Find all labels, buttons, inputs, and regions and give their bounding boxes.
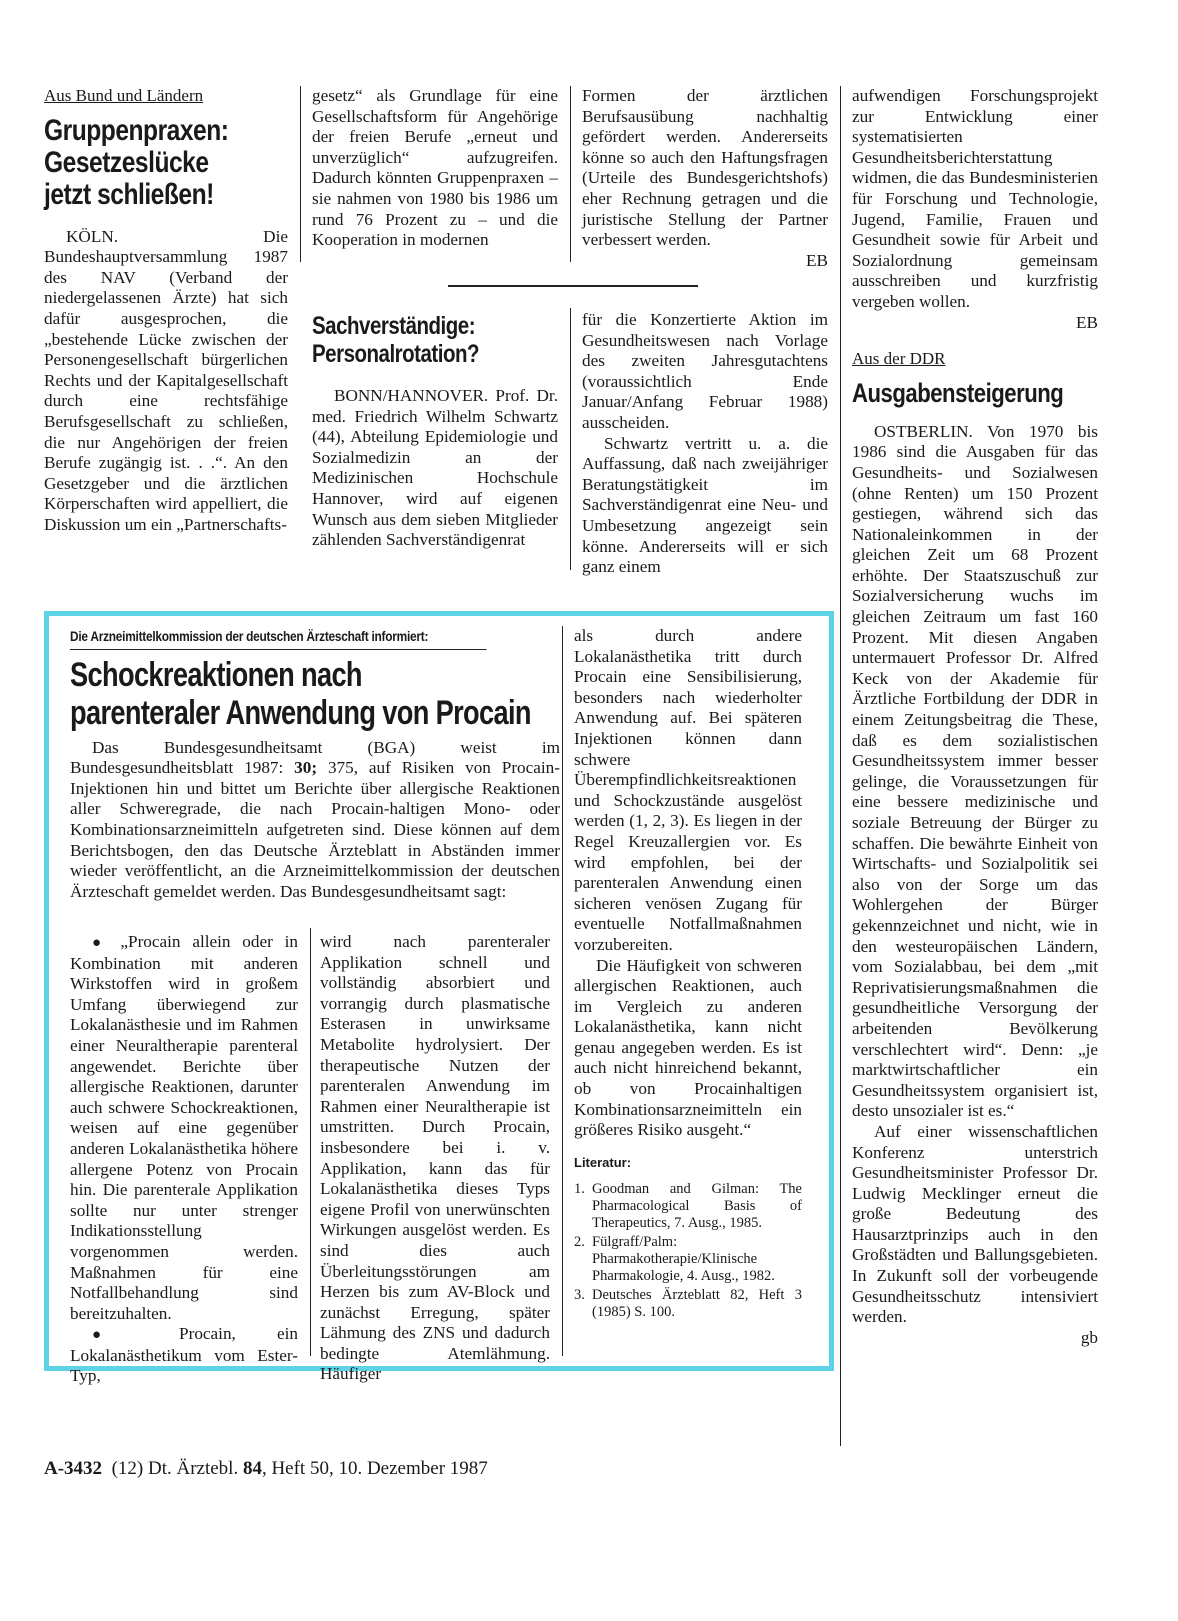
- box-col-right: [574, 626, 802, 1323]
- article-gruppenpraxen-cont: [312, 86, 558, 251]
- article-body-para: Auf einer wissenschaftlichen Konferenz unterstrich Gesundheitsminister Professor Dr. Ludwig Mecklinger erneut die große Bedeutung des Hausarztprinzips auch in den Großstädten und Ballungsgebieten. In Zukunft soll der vorbeugende Gesundheitsschutz intensiviert werden.: [852, 1121, 1098, 1327]
- article-sachverstaendige-cont: [582, 310, 828, 578]
- box-intro: Das Bundesgesundheitsamt (BGA) weist im Bundesgesundheitsblatt 1987: 30; 375, auf Risiken von Procain-Injektionen hin und bittet um Berichte über allergische Reaktionen aller Schweregrade, die nach Procain-haltigen Mono- oder Kombinationsarzneimitteln aufgetreten sind. Diese können auf dem Berichtsbogen, den das Deutsche Ärzteblatt in Abständen immer wieder veröffentlicht, an die Arzneimittelkommission der deutschen Ärzteschaft gemeldet werden. Das Bundesgesundheitsamt sagt:: [70, 737, 560, 901]
- literature-item: 2. Fülgraff/Palm: Pharmakotherapie/Klinische Pharmakologie, 4. Ausg., 1982.: [574, 1234, 775, 1285]
- column-divider: [840, 86, 841, 1446]
- literature-list: [574, 1181, 802, 1321]
- article-gruppenpraxen-end: [582, 86, 828, 271]
- box-title-line-1: Schockreaktionen nach: [70, 655, 362, 694]
- headline-line-2: Gesetzeslücke: [44, 145, 209, 179]
- article-body-cont: gesetz“ als Grundlage für eine Gesellschaftsform für Angehörige der freien Berufe „erneut und unverzüglich“ aufzugreifen. Dadurch könnten Gruppenpraxen – sie nahmen von 1980 bis 1986 um rund 76 Prozent zu – und die Kooperation in modernen: [312, 86, 558, 250]
- article-ddr: [852, 86, 1098, 1348]
- headline-line-3: jetzt schließen!: [44, 177, 214, 211]
- column-divider: [300, 86, 301, 262]
- author-signature: EB: [806, 250, 828, 270]
- column-divider: [310, 928, 311, 1356]
- article-body-para: Schwartz vertritt u. a. die Auffassung, daß nach zweijähriger Beratungstätigkeit im Sachverständigenrat eine Neu- und Umbesetzung angezeigt sein könne. Andererseits will er sich ganz einem: [582, 433, 828, 577]
- literature-heading: Literatur:: [574, 1154, 632, 1170]
- headline-line-1: Sachverständige:: [312, 312, 476, 340]
- box-title-line-2: parenteraler Anwendung von Procain: [70, 693, 531, 732]
- literature-item: 3. Deutsches Ärzteblatt 82, Heft 3 (1985) S. 100.: [574, 1287, 802, 1321]
- article-body: BONN/HANNOVER. Prof. Dr. med. Friedrich Wilhelm Schwartz (44), Abteilung Epidemiologie und Sozialmedizin an der Medizinischen Hochschule Hannover, wird auf eigenen Wunsch aus dem sieben Mitglieder zählenden Sachverständigenrat: [312, 386, 558, 550]
- article-gruppenpraxen: [44, 86, 288, 536]
- bullet-paragraph: ● Procain, ein Lokalanästhetikum vom Ester-Typ,: [70, 1324, 298, 1386]
- article-body: OSTBERLIN. Von 1970 bis 1986 sind die Ausgaben für das Gesundheits- und Sozialwesen (ohne Renten) um 150 Prozent gestiegen, während sich das Nationaleinkommen in der gleichen Zeit um 68 Prozent erhöhte. Der Staatszuschuß zur Sozialversicherung wuchs im gleichen Zeitraum um fast 160 Prozent. Mit diesen Angaben untermauert Professor Dr. Alfred Keck von der Akademie für Ärztliche Fortbildung der DDR in einem Zeitungsbeitrag die These, daß es dem sozialistischen Gesundheitssystem immer besser gelinge, die Voraussetzungen für eine bessere medizinische und soziale Betreuung der Bürger zu schaffen. Die bewährte Einheit von Wirtschafts- und Sozialpolitik sei also von der Sorge um das Wohlergehen der Bürger gekennzeichnet und nicht, wie in den westeuropäischen Ländern, vom Sozialabbau, bei dem „mit Reprivatisierungsmaßnahmen die gesundheitliche Versorgung der arbeitenden Bevölkerung verschlechtert wird“. Denn: „je marktwirtschaftlicher ein Gesundheitssystem organisiert ist, desto unsozialer ist es.“: [852, 421, 1098, 1121]
- headline-line-2: Personalrotation?: [312, 340, 480, 368]
- bullet-icon: ●: [92, 1327, 138, 1344]
- box-body-right-para: Die Häufigkeit von schweren allergischen Reaktionen, auch im Vergleich zu anderen Lokalanästhetika, kann nicht genau angegeben werden. Es ist auch nicht hinreichend bekannt, ob von Procainhaltigen Kombinationsarzneimitteln ein größeres Risiko ausgeht.“: [574, 955, 802, 1140]
- page-footer: A-3432 (12) Dt. Ärztebl. 84, Heft 50, 10. Dezember 1987: [44, 1458, 488, 1479]
- box-body-cont: wird nach parenteraler Applikation schnell und vollständig absorbiert und vorrangig durch plasmatische Esterasen in unwirksame Metabolite hydrolysiert. Der therapeutische Nutzen der parenteralen Anwendung im Rahmen einer Neuraltherapie ist umstritten. Durch Procain, insbesondere bei i. v. Applikation, kann das für Lokalanästhetika dieses Typs eigene Profil von unerwünschten Wirkungen ausgelöst werden. Es sind dies auch Überleitungsstörungen am Herzen bis zum AV-Block und zunächst Erregung, später Lähmung des ZNS und dadurch bedingte Atemlähmung. Häufiger: [320, 932, 550, 1384]
- bullet-icon: ●: [92, 935, 109, 951]
- article-sachverstaendige: [312, 312, 558, 551]
- box-col-left: [70, 932, 298, 1387]
- bullet-paragraph: ● „Procain allein oder in Kombination mit anderen Wirkstoffen wird in großem Umfang überwiegend zur Lokalanästhesie und im Rahmen einer Neuraltherapie parenteral angewendet. Berichte über allergische Reaktionen, darunter auch schwere Schockreaktionen, weisen auf eine gegenüber anderen Lokalanästhetika höhere allergene Potenz von Procain hin. Die parenterale Applikation sollte nur unter strenger Indikationsstellung vorgenommen werden. Maßnahmen für eine Notfallbehandlung sind bereitzuhalten.: [70, 932, 299, 1323]
- column-divider: [570, 308, 571, 570]
- author-signature: EB: [1076, 312, 1098, 332]
- section-rubric: Aus der DDR: [852, 349, 946, 369]
- author-signature: gb: [1080, 1327, 1098, 1347]
- article-body-cont: für die Konzertierte Aktion im Gesundheitswesen nach Vorlage des zweiten Jahresgutachtens (voraussichtlich Ende Januar/Anfang Februar 1988) ausscheiden.: [582, 310, 828, 432]
- box-kicker: Die Arzneimittelkommission der deutschen Ärzteschaft informiert:: [70, 626, 487, 650]
- box-body-right: als durch andere Lokalanästhetika tritt durch Procain eine Sensibilisierung, besonders nach wiederholter Anwendung auf. Bei späteren Injektionen können dann schwere Überempfindlichkeitsreaktionen und Schockzustände ausgelöst werden (1, 2, 3). Es liegen in der Regel Kreuzallergien vor. Es wird empfohlen, bei der parenteralen Anwendung einen sicheren venösen Zugang für eventuelle Notfallmaßnahmen vorzubereiten.: [574, 626, 802, 954]
- column-divider: [570, 86, 571, 262]
- headline: Ausgabensteigerung: [852, 377, 1064, 408]
- box-header: [70, 626, 560, 902]
- section-rubric: Aus Bund und Ländern: [44, 86, 204, 105]
- article-body-end: Formen der ärztlichen Berufsausübung nachhaltig gefördert werden. Andererseits könne so auch den Haftungsfragen (Urteile des Bundesgerichtshofs) eher Rechnung getragen und die juristische Stellung der Partner verbessert werden.: [582, 86, 828, 250]
- literature-item: 1. Goodman and Gilman: The Pharmacological Basis of Therapeutics, 7. Ausg., 1985.: [574, 1181, 802, 1232]
- box-col-middle: [320, 932, 550, 1385]
- page-number: A-3432: [44, 1458, 103, 1479]
- article-body: KÖLN. Die Bundeshauptversammlung 1987 des NAV (Verband der niedergelassenen Ärzte) hat sich dafür ausgesprochen, die „bestehende Lücke zwischen der Personengesellschaft bürgerlichen Rechts und der Kapitalgesellschaft durch eine rechtsfähige Berufsgesellschaft zu schließen, die nur Angehörigen der freien Berufe zugängig ist. . .“. An den Gesetzgeber und die ärztlichen Körperschaften wird appelliert, die Diskussion um ein „Partnerschafts-: [44, 226, 288, 534]
- article-body-end: aufwendigen Forschungsprojekt zur Entwicklung einer systematisierten Gesundheitsberichterstattung widmen, die das Bundesministerien für Forschung und Technologie, Jugend, Familie, Frauen und Gesundheit sowie für Arbeit und Sozialordnung gemeinsam ausschreiben und kurzfristig vergeben wollen.: [852, 86, 1098, 311]
- article-separator: [448, 285, 698, 287]
- column-divider: [562, 626, 563, 1356]
- headline-line-1: Gruppenpraxen:: [44, 113, 229, 147]
